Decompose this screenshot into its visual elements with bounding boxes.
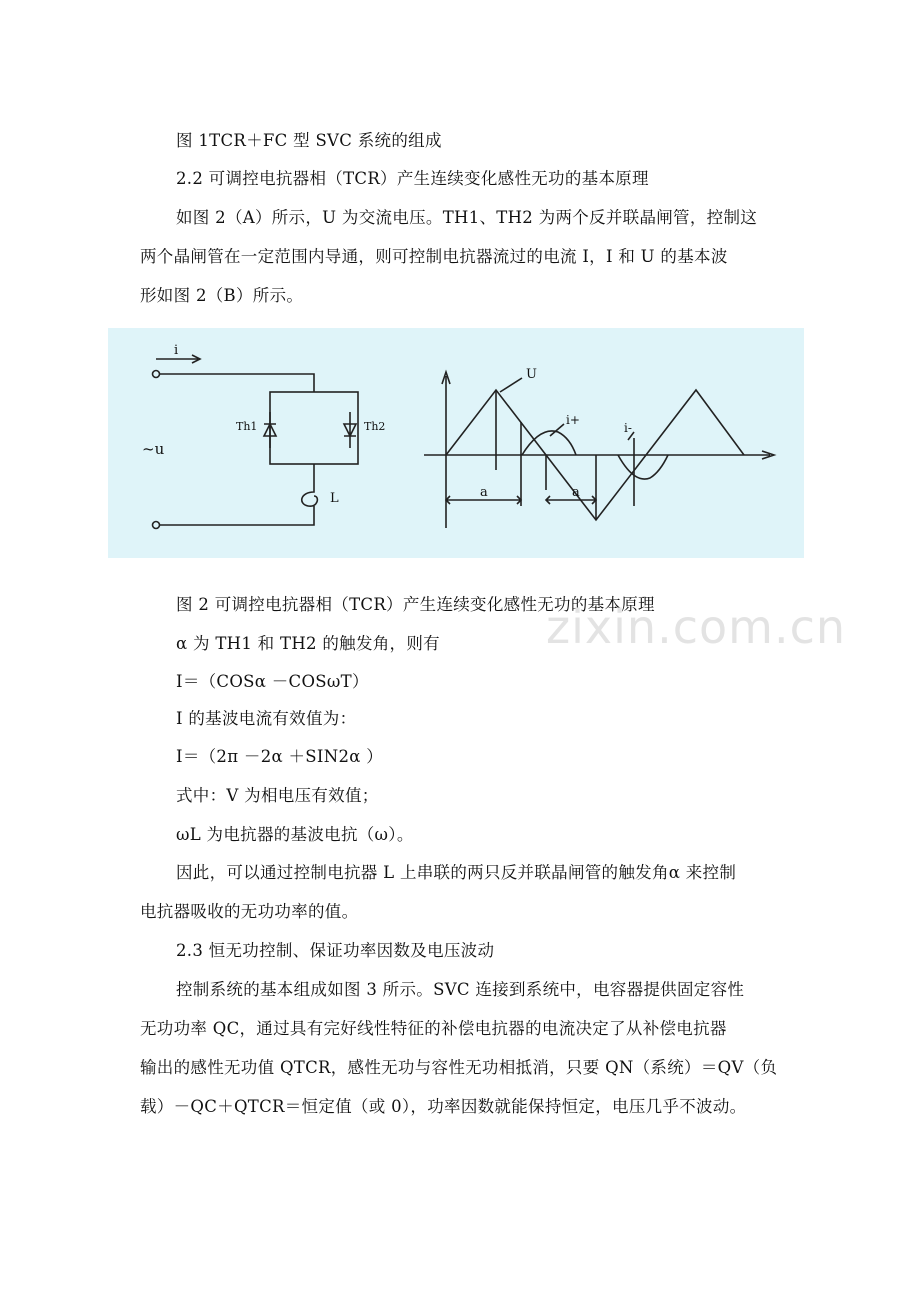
u-label: U bbox=[526, 367, 537, 382]
equation-1: I＝（COSα －COSωT） bbox=[176, 672, 369, 691]
th1-label: Th1 bbox=[236, 420, 258, 433]
th2-label: Th2 bbox=[364, 420, 386, 433]
i-minus-label: i- bbox=[624, 421, 632, 435]
figure-1-caption: 图 1TCR＋FC 型 SVC 系统的组成 bbox=[176, 131, 442, 150]
inductor-label: L bbox=[330, 491, 339, 506]
alpha-dimension-2 bbox=[546, 496, 596, 504]
paragraph-line: 如图 2（A）所示，U 为交流电压。TH1、TH2 为两个反并联晶闸管，控制这 bbox=[176, 208, 758, 227]
paragraph-line: 形如图 2（B）所示。 bbox=[140, 286, 304, 305]
thyristor-th2 bbox=[344, 412, 356, 448]
paragraph-line: 因此，可以通过控制电抗器 L 上串联的两只反并联晶闸管的触发角α 来控制 bbox=[176, 863, 737, 882]
paragraph-line: 两个晶闸管在一定范围内导通，则可控制电抗器流过的电流 I，I 和 U 的基本波 bbox=[140, 247, 728, 266]
paragraph-line: 无功功率 QC，通过具有完好线性特征的补偿电抗器的电流决定了从补偿电抗器 bbox=[140, 1019, 727, 1038]
paragraph-line: 输出的感性无功值 QTCR，感性无功与容性无功相抵消，只要 QN（系统）＝QV（负 bbox=[140, 1058, 778, 1077]
alpha-label-1: a bbox=[480, 485, 488, 500]
terminal-bottom bbox=[153, 522, 160, 529]
watermark: zixin.com.cn bbox=[546, 600, 847, 654]
alpha-label-2: a bbox=[572, 485, 580, 500]
figure-2-caption: 图 2 可调控电抗器相（TCR）产生连续变化感性无功的基本原理 bbox=[176, 595, 655, 614]
paragraph-line: 控制系统的基本组成如图 3 所示。SVC 连接到系统中，电容器提供固定容性 bbox=[176, 980, 745, 999]
section-heading-2-2: 2.2 可调控电抗器相（TCR）产生连续变化感性无功的基本原理 bbox=[176, 169, 649, 188]
paragraph-line: α 为 TH1 和 TH2 的触发角，则有 bbox=[176, 634, 440, 653]
tcr-circuit-waveform-figure bbox=[108, 328, 804, 558]
paragraph-line: 式中：V 为相电压有效值； bbox=[176, 786, 379, 805]
y-axis bbox=[442, 372, 450, 528]
equation-2: I＝（2π －2α ＋SIN2α ） bbox=[176, 747, 384, 766]
inductor-coil bbox=[160, 464, 317, 525]
current-label: i bbox=[174, 343, 179, 358]
paragraph-line: ωL 为电抗器的基波电抗（ω）。 bbox=[176, 825, 414, 844]
source-label: ~u bbox=[142, 440, 165, 458]
figure-svg bbox=[108, 328, 804, 558]
terminal-top bbox=[153, 371, 160, 378]
section-heading-2-3: 2.3 恒无功控制、保证功率因数及电压波动 bbox=[176, 941, 495, 960]
top-wire bbox=[160, 374, 314, 392]
i-plus-label: i+ bbox=[566, 413, 580, 427]
thyristor-box bbox=[270, 392, 358, 464]
u-pointer bbox=[500, 378, 522, 392]
paragraph-line: 载）－QC＋QTCR＝恒定值（或 0），功率因数就能保持恒定，电压几乎不波动。 bbox=[140, 1097, 747, 1116]
paragraph-line: 电抗器吸收的无功功率的值。 bbox=[140, 902, 359, 921]
x-axis bbox=[424, 451, 774, 459]
paragraph-line: I 的基波电流有效值为： bbox=[176, 709, 357, 728]
thyristor-th1 bbox=[264, 412, 276, 448]
